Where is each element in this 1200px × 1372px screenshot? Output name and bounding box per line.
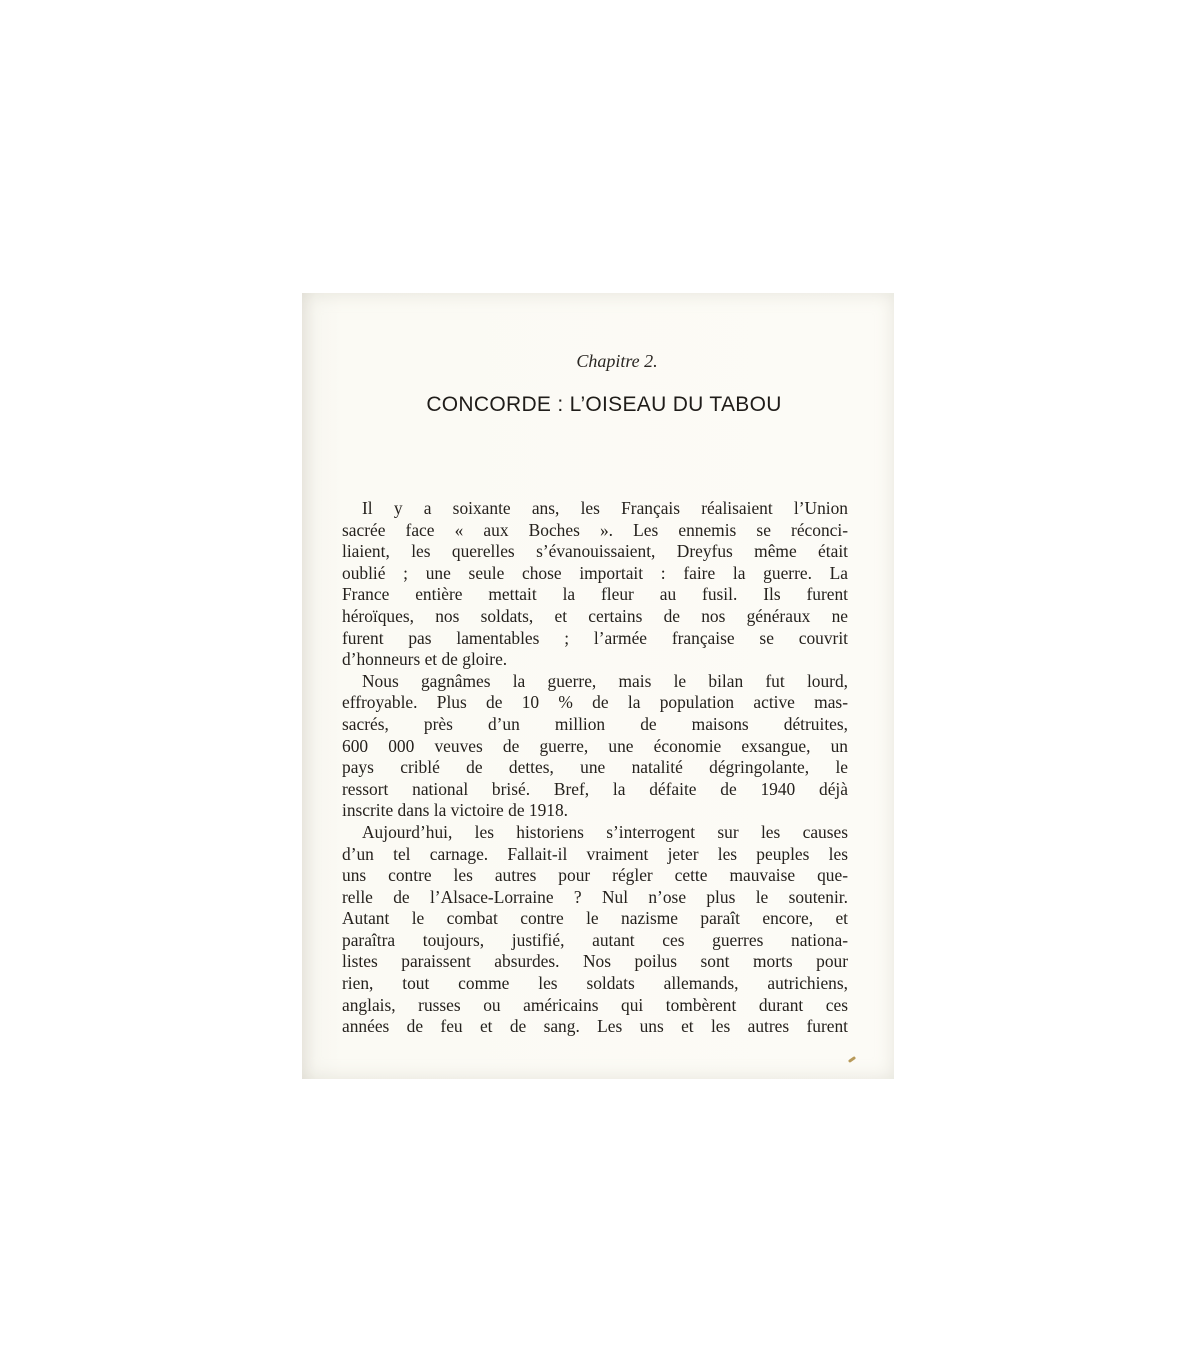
text-line: d’un tel carnage. Fallait-il vraiment jeter les peuples les: [342, 843, 848, 864]
text-line: uns contre les autres pour régler cette mauvaise que-: [342, 865, 848, 886]
text-line: Nous gagnâmes la guerre, mais le bilan fut lourd,: [362, 670, 848, 691]
text-line: 600 000 veuves de guerre, une économie exsangue, un: [342, 735, 848, 756]
ink-mark: [848, 1056, 856, 1063]
text-line: pays criblé de dettes, une natalité dégringolante, le: [342, 757, 848, 778]
text-line: ressort national brisé. Bref, la défaite de 1940 déjà: [342, 778, 848, 799]
text-line: héroïques, nos soldats, et certains de nos généraux ne: [342, 605, 848, 626]
text-line: France entière mettait la fleur au fusil. Ils furent: [342, 584, 848, 605]
text-line: inscrite dans la victoire de 1918.: [342, 800, 569, 821]
text-line: sacrée face « aux Boches ». Les ennemis se réconci-: [342, 519, 848, 540]
chapter-title: CONCORDE : L’OISEAU DU TABOU: [426, 393, 782, 416]
text-line: effroyable. Plus de 10 % de la population active mas-: [342, 692, 848, 713]
book-page: [302, 293, 894, 1079]
text-line: relle de l’Alsace-Lorraine ? Nul n’ose plus le soutenir.: [342, 886, 848, 907]
text-line: anglais, russes ou américains qui tombèrent durant ces: [342, 994, 848, 1015]
text-line: Autant le combat contre le nazisme paraît encore, et: [342, 908, 848, 929]
paragraph-1: [342, 498, 848, 671]
text-line: oublié ; une seule chose importait : faire la guerre. La: [342, 562, 848, 583]
text-line: sacrés, près d’un million de maisons détruites,: [342, 713, 848, 734]
text-line: Aujourd’hui, les historiens s’interrogent sur les causes: [362, 821, 848, 842]
paragraph-3: [342, 822, 848, 1038]
text-line: rien, tout comme les soldats allemands, autrichiens,: [342, 973, 848, 994]
chapter-body: [342, 498, 848, 1038]
text-line: années de feu et de sang. Les uns et les autres furent: [342, 1016, 848, 1037]
text-line: d’honneurs et de gloire.: [342, 649, 508, 670]
text-line: paraîtra toujours, justifié, autant ces guerres nationa-: [342, 929, 848, 950]
text-line: liaient, les querelles s’évanouissaient, Dreyfus même était: [342, 541, 848, 562]
text-line: Il y a soixante ans, les Français réalisaient l’Union: [362, 498, 848, 518]
chapter-label: Chapitre 2.: [576, 351, 658, 371]
text-line: listes paraissent absurdes. Nos poilus sont morts pour: [342, 951, 848, 972]
paragraph-2: [342, 671, 848, 822]
text-line: furent pas lamentables ; l’armée française se couvrit: [342, 627, 848, 648]
